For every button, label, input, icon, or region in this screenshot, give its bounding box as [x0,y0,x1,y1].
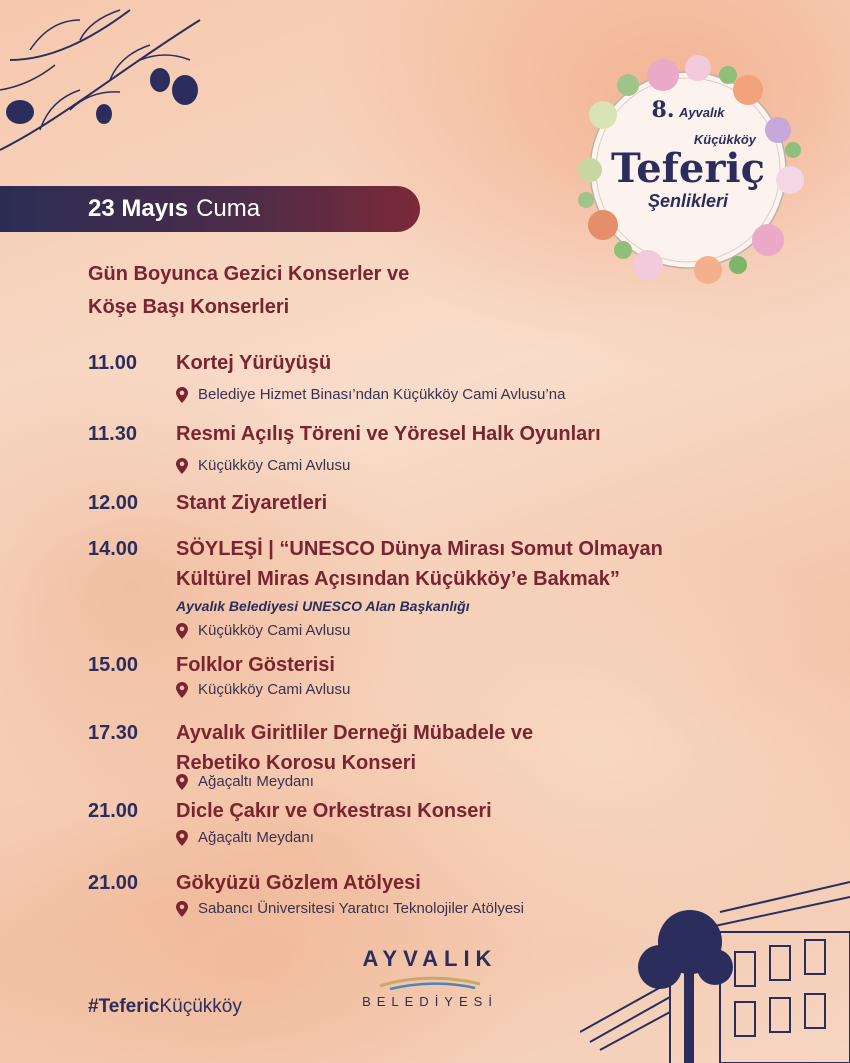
location-pin-icon [176,682,188,698]
event-location-text: Belediye Hizmet Binası’ndan Küçükköy Cami Avlusu’na [198,386,566,403]
event-title: Folklor Gösterisi [176,654,335,676]
festival-logo [600,88,776,238]
building-sketch-decoration [580,872,850,1063]
event-title: Gökyüzü Gözlem Atölyesi [176,872,421,894]
event-location [176,622,350,639]
event-title: Kortej Yürüyüşü [176,352,332,374]
event-title-line2: Rebetiko Korosu Konseri [176,752,417,774]
event-location [176,773,314,790]
event-title: Stant Ziyaretleri [176,492,328,514]
event-time: 14.00 [88,538,139,560]
event-location [176,900,524,917]
hashtag-rest: Küçükköy [159,996,242,1017]
headline-line2: Köşe Başı Konserleri [88,296,290,318]
event-location-text: Sabancı Üniversitesi Yaratıcı Teknolojiler Atölyesi [198,900,524,917]
date-banner [0,186,420,232]
event-time: 12.00 [88,492,139,514]
logo-subtitle: Şenlikleri [647,191,729,211]
event-location [176,457,350,474]
event-title-line1: Ayvalık Giritliler Derneği Mübadele ve [176,722,534,744]
olive-branch-decoration [0,0,220,170]
hashtag [88,996,242,1018]
event-location [176,681,350,698]
event-title [176,718,776,778]
event-location-text: Ağaçaltı Meydanı [198,773,314,790]
municipality-logo [340,946,520,1009]
event-title: Dicle Çakır ve Orkestrası Konseri [176,800,492,822]
date-day: 23 Mayıs [88,195,189,222]
event-location [176,386,565,403]
event-location [176,829,314,846]
location-pin-icon [176,387,188,403]
event-title-line2: Kültürel Miras Açısından Küçükköy’e Bakmak” [176,568,620,590]
logo-place-line1: Ayvalık [678,105,725,120]
event-location-text: Küçükköy Cami Avlusu [198,457,351,474]
wave-logo-icon [370,976,490,992]
logo-edition: 8. [651,97,675,123]
event-location-text: Küçükköy Cami Avlusu [198,622,351,639]
event-title: Resmi Açılış Töreni ve Yöresel Halk Oyunları [176,423,601,445]
location-pin-icon [176,623,188,639]
event-location-text: Küçükköy Cami Avlusu [198,681,351,698]
headline [88,258,548,324]
brand-top: AYVALIK [362,946,498,971]
event-location-text: Ağaçaltı Meydanı [198,829,314,846]
event-title-line1: SÖYLEŞİ | “UNESCO Dünya Mirası Somut Olmayan [176,538,663,560]
event-time: 21.00 [88,872,139,894]
location-pin-icon [176,901,188,917]
event-time: 17.30 [88,722,139,744]
location-pin-icon [176,774,188,790]
logo-place-line2: Küçükköy [693,132,756,147]
event-title [176,534,776,594]
event-time: 21.00 [88,800,139,822]
brand-bottom: BELEDİYESİ [362,994,498,1009]
event-time: 15.00 [88,654,139,676]
location-pin-icon [176,830,188,846]
date-weekday: Cuma [196,195,261,222]
location-pin-icon [176,458,188,474]
event-time: 11.30 [88,423,137,445]
hashtag-bold: #Teferic [88,996,160,1017]
logo-name: Teferiç [611,145,765,192]
event-organizer: Ayvalık Belediyesi UNESCO Alan Başkanlığı [176,598,470,614]
event-time: 11.00 [88,352,137,374]
headline-line1: Gün Boyunca Gezici Konserler ve [88,263,410,285]
